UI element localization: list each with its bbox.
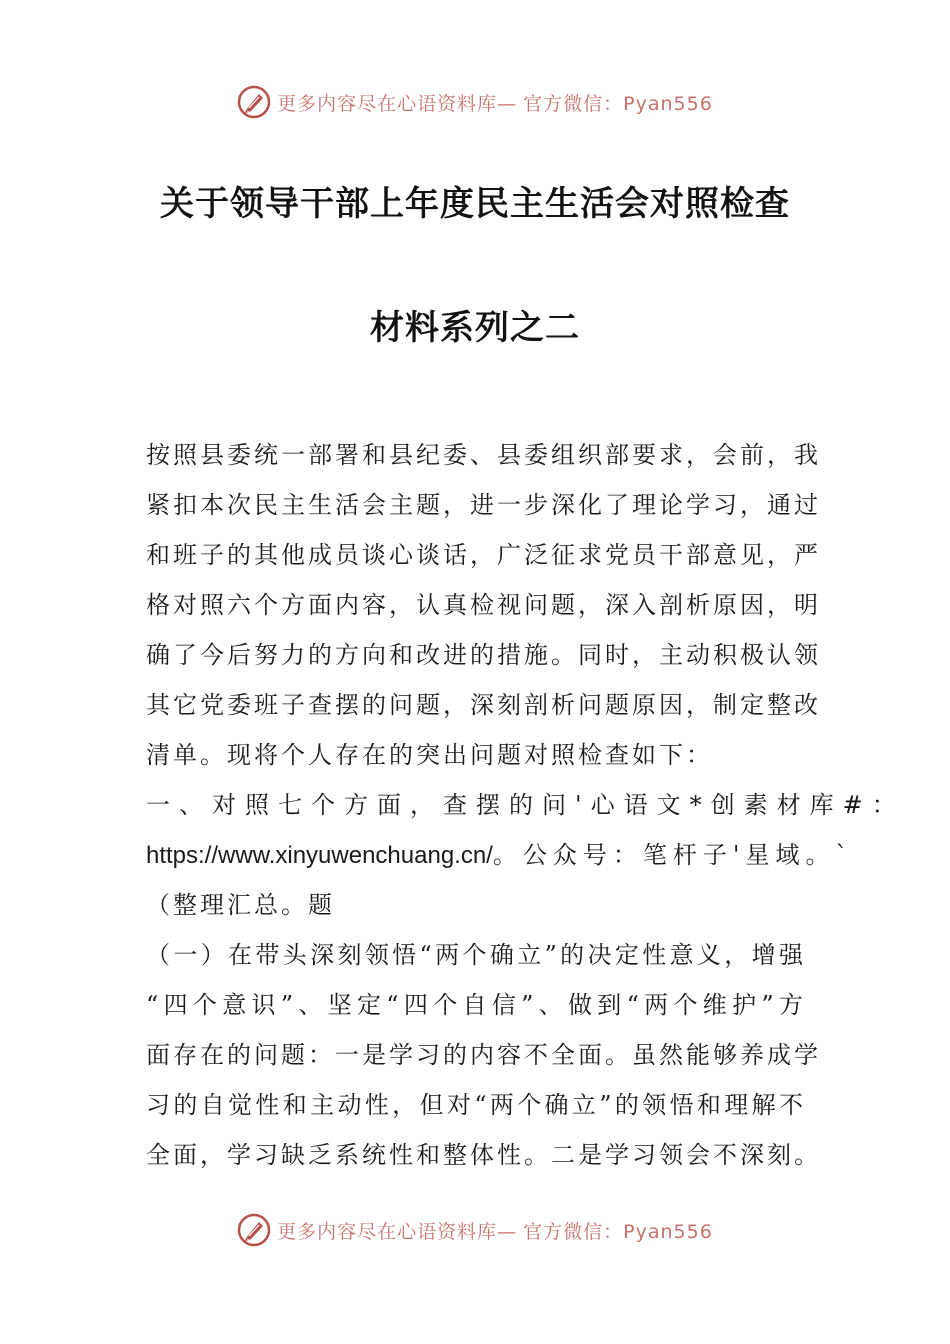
url-line [146, 830, 854, 880]
url-suffix: 。公众号：笔杆子'星域。` [492, 841, 854, 869]
watermark-contact: 官方微信：Pyan556 [523, 1220, 713, 1243]
body-line: 紧扣本次民主生活会主题，进一步深化了理论学习，通过 [146, 491, 821, 519]
document-title-line-1: 关于领导干部上年度民主生活会对照检查 [160, 184, 790, 224]
body-line: 格对照六个方面内容，认真检视问题，深入剖析原因，明 [146, 591, 821, 619]
body-line: 清单。现将个人存在的突出问题对照检查如下： [146, 741, 713, 769]
pen-nib-logo-icon [237, 85, 271, 119]
watermark-contact: 官方微信：Pyan556 [523, 92, 713, 115]
body-line: （一）在带头深刻领悟“两个确立”的决定性意义，增强 [146, 941, 806, 969]
document-title-line-2: 材料系列之二 [370, 308, 580, 348]
watermark-text: 更多内容尽在心语资料库— [277, 1220, 518, 1243]
note-line: （整理汇总。题 [146, 891, 335, 919]
pen-nib-logo-icon [237, 1213, 271, 1247]
body-line: 面存在的问题：一是学习的内容不全面。虽然能够养成学 [146, 1041, 821, 1069]
body-line: 按照县委统一部署和县纪委、县委组织部要求，会前，我 [146, 441, 821, 469]
header-watermark-banner [0, 82, 950, 122]
body-line: 和班子的其他成员谈心谈话，广泛征求党员干部意见，严 [146, 541, 821, 569]
website-url[interactable]: https://www.xinyuwenchuang.cn/ [146, 842, 493, 869]
document-body [146, 430, 905, 1180]
body-line: 其它党委班子查摆的问题，深刻剖析问题原因，制定整改 [146, 691, 821, 719]
body-line: “四个意识”、坚定“四个自信”、做到“两个维护”方 [146, 991, 806, 1019]
body-line: 全面，学习缺乏系统性和整体性。二是学习领会不深刻。 [146, 1141, 821, 1169]
footer-watermark-banner [0, 1210, 950, 1250]
section-heading-line: 一、对照七个方面，查摆的问'心语文*创素材库#： [146, 791, 905, 819]
body-line: 确了今后努力的方向和改进的措施。同时，主动积极认领 [146, 641, 821, 669]
body-line: 习的自觉性和主动性，但对“两个确立”的领悟和理解不 [146, 1091, 806, 1119]
watermark-text: 更多内容尽在心语资料库— [277, 92, 518, 115]
